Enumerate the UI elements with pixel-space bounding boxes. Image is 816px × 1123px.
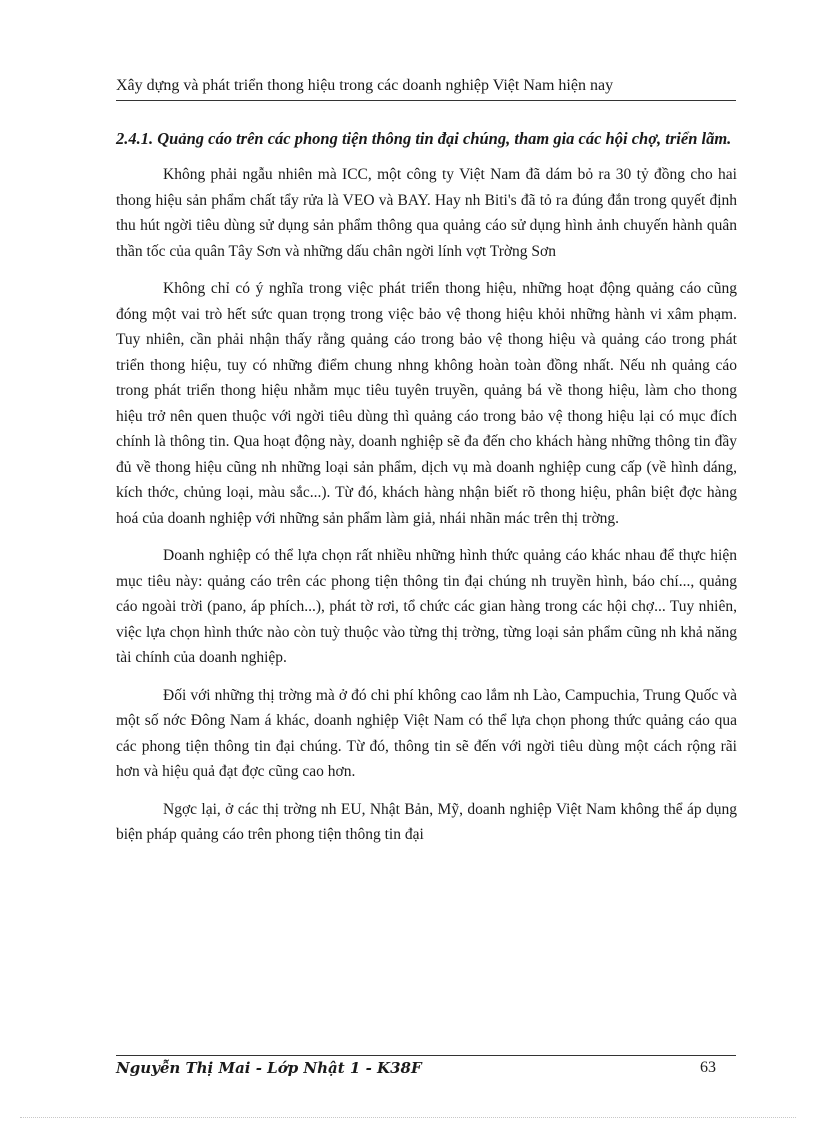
section-heading: 2.4.1. Quảng cáo trên các phong tiện thông tin đại chúng, tham gia các hội chợ, triển lãm. xyxy=(116,129,732,148)
header-divider xyxy=(116,100,736,101)
page-edge-dotted-line xyxy=(20,1117,796,1118)
footer-divider xyxy=(116,1055,736,1056)
page-header: Xây dựng và phát triển thong hiệu trong các doanh nghiệp Việt Nam hiện nay xyxy=(116,77,614,94)
footer-author: Nguyễn Thị Mai - Lớp Nhật 1 - K38F xyxy=(116,1059,422,1077)
paragraph-4: Đối với những thị trờng mà ở đó chi phí không cao lắm nh Lào, Campuchia, Trung Quốc và một số nớc Đông Nam á khác, doanh nghiệp Việt Nam có thể lựa chọn phong thức quảng cáo qua các phong tiện thông tin đại chúng. Từ đó, thông tin sẽ đến với ngời tiêu dùng một cách rộng rãi hơn và hiệu quả đạt đợc cũng cao hơn. xyxy=(116,686,737,780)
paragraph-1: Không phải ngẫu nhiên mà ICC, một công ty Việt Nam đã dám bỏ ra 30 tỷ đồng cho hai thong hiệu sản phẩm chất tẩy rửa là VEO và BAY. Hay nh Biti's đã tỏ ra đúng đắn trong quyết định thu hút ngời tiêu dùng sử dụng sản phẩm thông qua quảng cáo sử dụng hình ảnh chuyến hành quân thần tốc của quân Tây Sơn và những dấu chân ngời lính vợt Trờng Sơn xyxy=(116,166,737,260)
paragraph-5: Ngợc lại, ở các thị trờng nh EU, Nhật Bản, Mỹ, doanh nghiệp Việt Nam không thể áp dụng biện pháp quảng cáo trên phong tiện thông tin đại xyxy=(116,800,737,843)
paragraph-2: Không chỉ có ý nghĩa trong việc phát triển thong hiệu, những hoạt động quảng cáo cũng đóng một vai trò hết sức quan trọng trong việc bảo vệ thong hiệu khỏi những hành vi xâm phạm. Tuy nhiên, cần phải nhận thấy rằng quảng cáo trong bảo vệ thong hiệu và quảng cáo trong phát triển thong hiệu, tuy có những điểm chung nhng không hoàn toàn đồng nhất. Nếu nh quảng cáo trong phát triển thong hiệu nhằm mục tiêu tuyên truyền, quảng bá về thong hiệu, làm cho thong hiệu trở nên quen thuộc với ngời tiêu dùng thì quảng cáo trong bảo vệ thong hiệu lại có mục đích chính là thông tin. Qua hoạt động này, doanh nghiệp sẽ đa đến cho khách hàng những thông tin đầy đủ về thong hiệu cũng nh những loại sản phẩm, dịch vụ mà doanh nghiệp cung cấp (về hình dáng, kích thớc, chủng loại, màu sắc...). Từ đó, khách hàng nhận biết rõ thong hiệu, phân biệt đợc hàng hoá của doanh nghiệp với những sản phẩm làm giả, nhái nhãn mác trên thị trờng. xyxy=(116,280,737,527)
page-number: 63 xyxy=(700,1059,716,1076)
page-content xyxy=(116,126,737,860)
paragraph-3: Doanh nghiệp có thể lựa chọn rất nhiều những hình thức quảng cáo khác nhau để thực hiện mục tiêu này: quảng cáo trên các phong tiện thông tin đại chúng nh truyền hình, báo chí..., quảng cáo ngoài trời (pano, áp phích...), phát tờ rơi, tổ chức các gian hàng trong các hội chợ... Tuy nhiên, việc lựa chọn hình thức nào còn tuỳ thuộc vào từng thị trờng, từng loại sản phẩm cũng nh khả năng tài chính của doanh nghiệp. xyxy=(116,547,737,666)
